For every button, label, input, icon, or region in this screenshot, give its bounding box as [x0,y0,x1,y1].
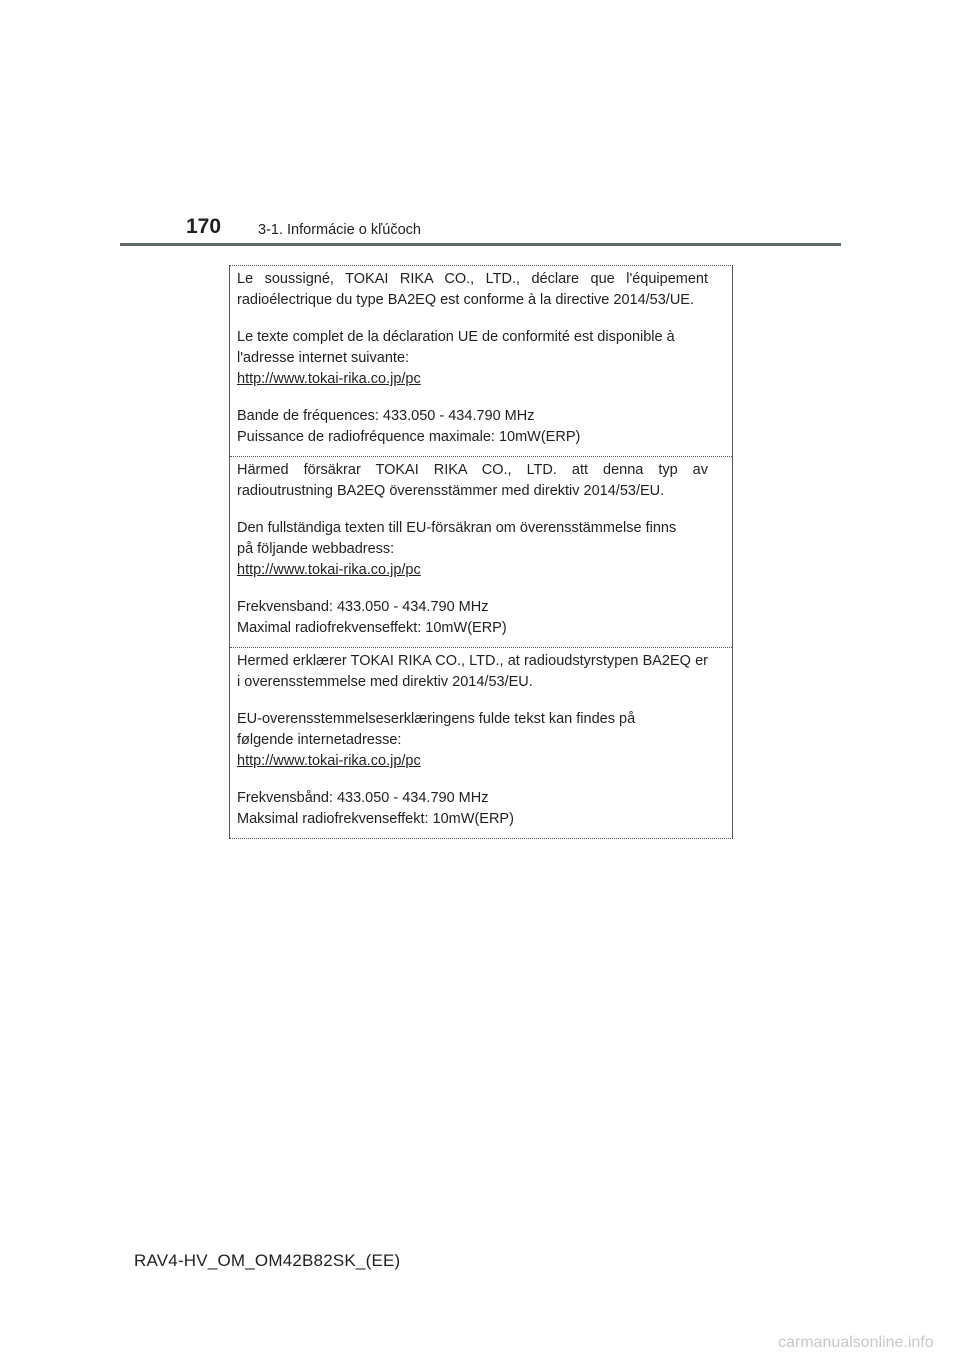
max-power: Maximal radiofrekvenseffekt: 10mW(ERP) [237,620,507,636]
full-text-note-line: l'adresse internet suivante: [237,350,410,366]
declaration-statement: Härmed försäkrar TOKAI RIKA CO., LTD. att denna typ av radioutrustning BA2EQ överensstämmer med direktiv 2014/53/EU. [237,462,708,499]
frequency-band: Frekvensbånd: 433.050 - 434.790 MHz [237,790,489,806]
full-text-note-line: følgende internetadresse: [237,732,402,748]
max-power: Maksimal radiofrekvenseffekt: 10mW(ERP) [237,811,514,827]
declaration-statement: Hermed erklærer TOKAI RIKA CO., LTD., at radioudstyrstypen BA2EQ er i overensstemmelse med direktiv 2014/53/EU. [237,653,708,690]
declaration-statement: Le soussigné, TOKAI RIKA CO., LTD., déclare que l'équipement radioélectrique du type BA2EQ est conforme à la directive 2014/53/UE. [237,271,708,308]
frequency-band: Bande de fréquences: 433.050 - 434.790 MHz [237,408,535,424]
declaration-danish [230,647,732,838]
watermark: carmanualsonline.info [778,1334,934,1351]
page-number: 170 [186,215,222,238]
declaration-french [230,266,732,456]
full-text-note-line: EU-overensstemmelseserklæringens fulde tekst kan findes på [237,711,636,727]
declaration-swedish [230,456,732,647]
declaration-url-link[interactable]: http://www.tokai-rika.co.jp/pc [237,562,421,578]
full-text-note-line: Den fullständiga texten till EU-försäkran om överensstämmelse finns [237,520,677,536]
frequency-band: Frekvensband: 433.050 - 434.790 MHz [237,599,489,615]
declarations-box [229,265,733,839]
full-text-note-line: på följande webbadress: [237,541,395,557]
section-title: 3-1. Informácie o kľúčoch [258,222,421,238]
declaration-url-link[interactable]: http://www.tokai-rika.co.jp/pc [237,753,421,769]
declaration-url-link[interactable]: http://www.tokai-rika.co.jp/pc [237,371,421,387]
max-power: Puissance de radiofréquence maximale: 10mW(ERP) [237,429,581,445]
header-divider [120,243,841,246]
full-text-note-line: Le texte complet de la déclaration UE de conformité est disponible à [237,329,675,345]
document-code: RAV4-HV_OM_OM42B82SK_(EE) [134,1251,401,1270]
page-header [0,0,960,250]
